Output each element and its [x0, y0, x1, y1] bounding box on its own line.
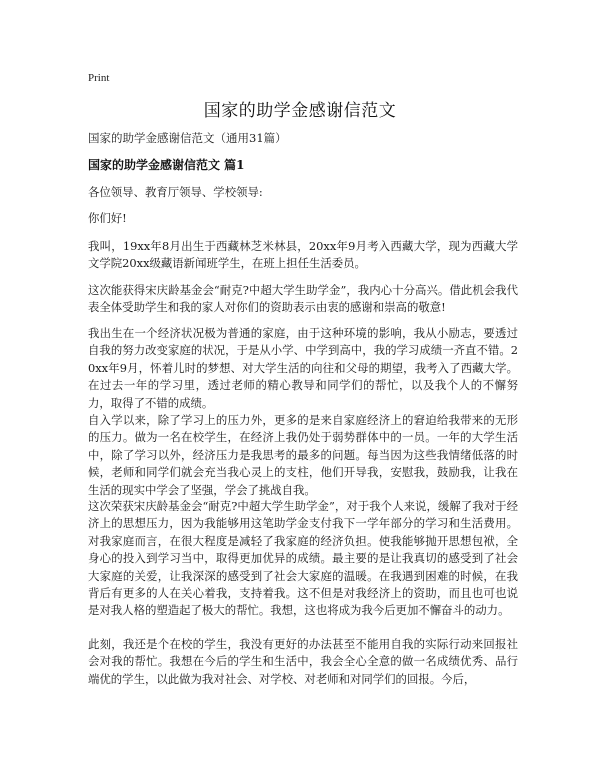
section-heading: 国家的助学金感谢信范文 篇1 — [88, 158, 245, 172]
letter-greeting: 各位领导、教育厅领导、学校领导: — [88, 185, 263, 199]
document-subtitle: 国家的助学金感谢信范文（通用31篇） — [88, 131, 287, 145]
body-paragraph: 我叫，19xx年8月出生于西藏林芝米林县，20xx年9月考入西藏大学，现为西藏大学文学院20xx级藏语新闻班学生，在班上担任生活委员。 — [88, 239, 518, 271]
body-paragraph: 此刻，我还是个在校的学生，我没有更好的办法甚至不能用自我的实际行动来回报社会对我的帮忙。我想在今后的学生和生活中，我会全心全意的做一名成绩优秀、品行端优的学生，以此做为我对社会、对学校、对老师和对同学们的回报。今后， — [88, 637, 518, 686]
print-label[interactable]: Print — [88, 72, 110, 84]
body-paragraph: 我出生在一个经济状况极为普通的家庭，由于这种环境的影响，我从小励志，要透过自我的努力改变家庭的状况，于是从小学、中学到高中，我的学习成绩一齐直不错。20xx年9月，怀着儿时的梦想、对大学生活的向往和父母的期望，我考入了西藏大学。在过去一年的学习里，透过老师的精心教导和同学们的帮忙，以及我个人的不懈努力，取得了不错的成绩。 — [88, 326, 518, 410]
body-paragraph: 自入学以来，除了学习上的压力外，更多的是来自家庭经济上的窘迫给我带来的无形的压力。做为一名在校学生，在经济上我仍处于弱势群体中的一员。一年的大学生活中，除了学习以外，经济压力是我思考的最多的问题。每当因为这些我情绪低落的时候，老师和同学们就会充当我心灵上的支柱，他们开导我，安慰我，鼓励我，让我在生活的现实中学会了坚强，学会了挑战自我。 — [88, 413, 518, 497]
body-paragraph: 这次荣获宋庆龄基金会“耐克?中超大学生助学金”，对于我个人来说，缓解了我对于经济上的思想压力，因为我能够用这笔助学金支付我下一学年部分的学习和生活费用。对我家庭而言，在很大程度是减轻了我家庭的经济负担。使我能够抛开思想包袱，全身心的投入到学习当中，取得更加优异的成绩。最主要的是让我真切的感受到了社会大家庭的关爱，让我深深的感受到了社会大家庭的温暖。在我遇到困难的时候，在我背后有更多的人在关心着我，支持着我。这不但是对我经济上的资助，而且也可也说是对我人格的塑造起了极大的帮忙。我想，这也将成为我今后更加不懈奋斗的动力。 — [88, 499, 518, 618]
body-paragraph: 这次能获得宋庆龄基金会“耐克?中超大学生助学金”，我内心十分高兴。借此机会我代表全体受助学生和我的家人对你们的资助表示由衷的感谢和崇高的敬意! — [88, 283, 518, 315]
document-title: 国家的助学金感谢信范文 — [203, 101, 397, 121]
letter-salutation: 你们好! — [88, 211, 127, 225]
